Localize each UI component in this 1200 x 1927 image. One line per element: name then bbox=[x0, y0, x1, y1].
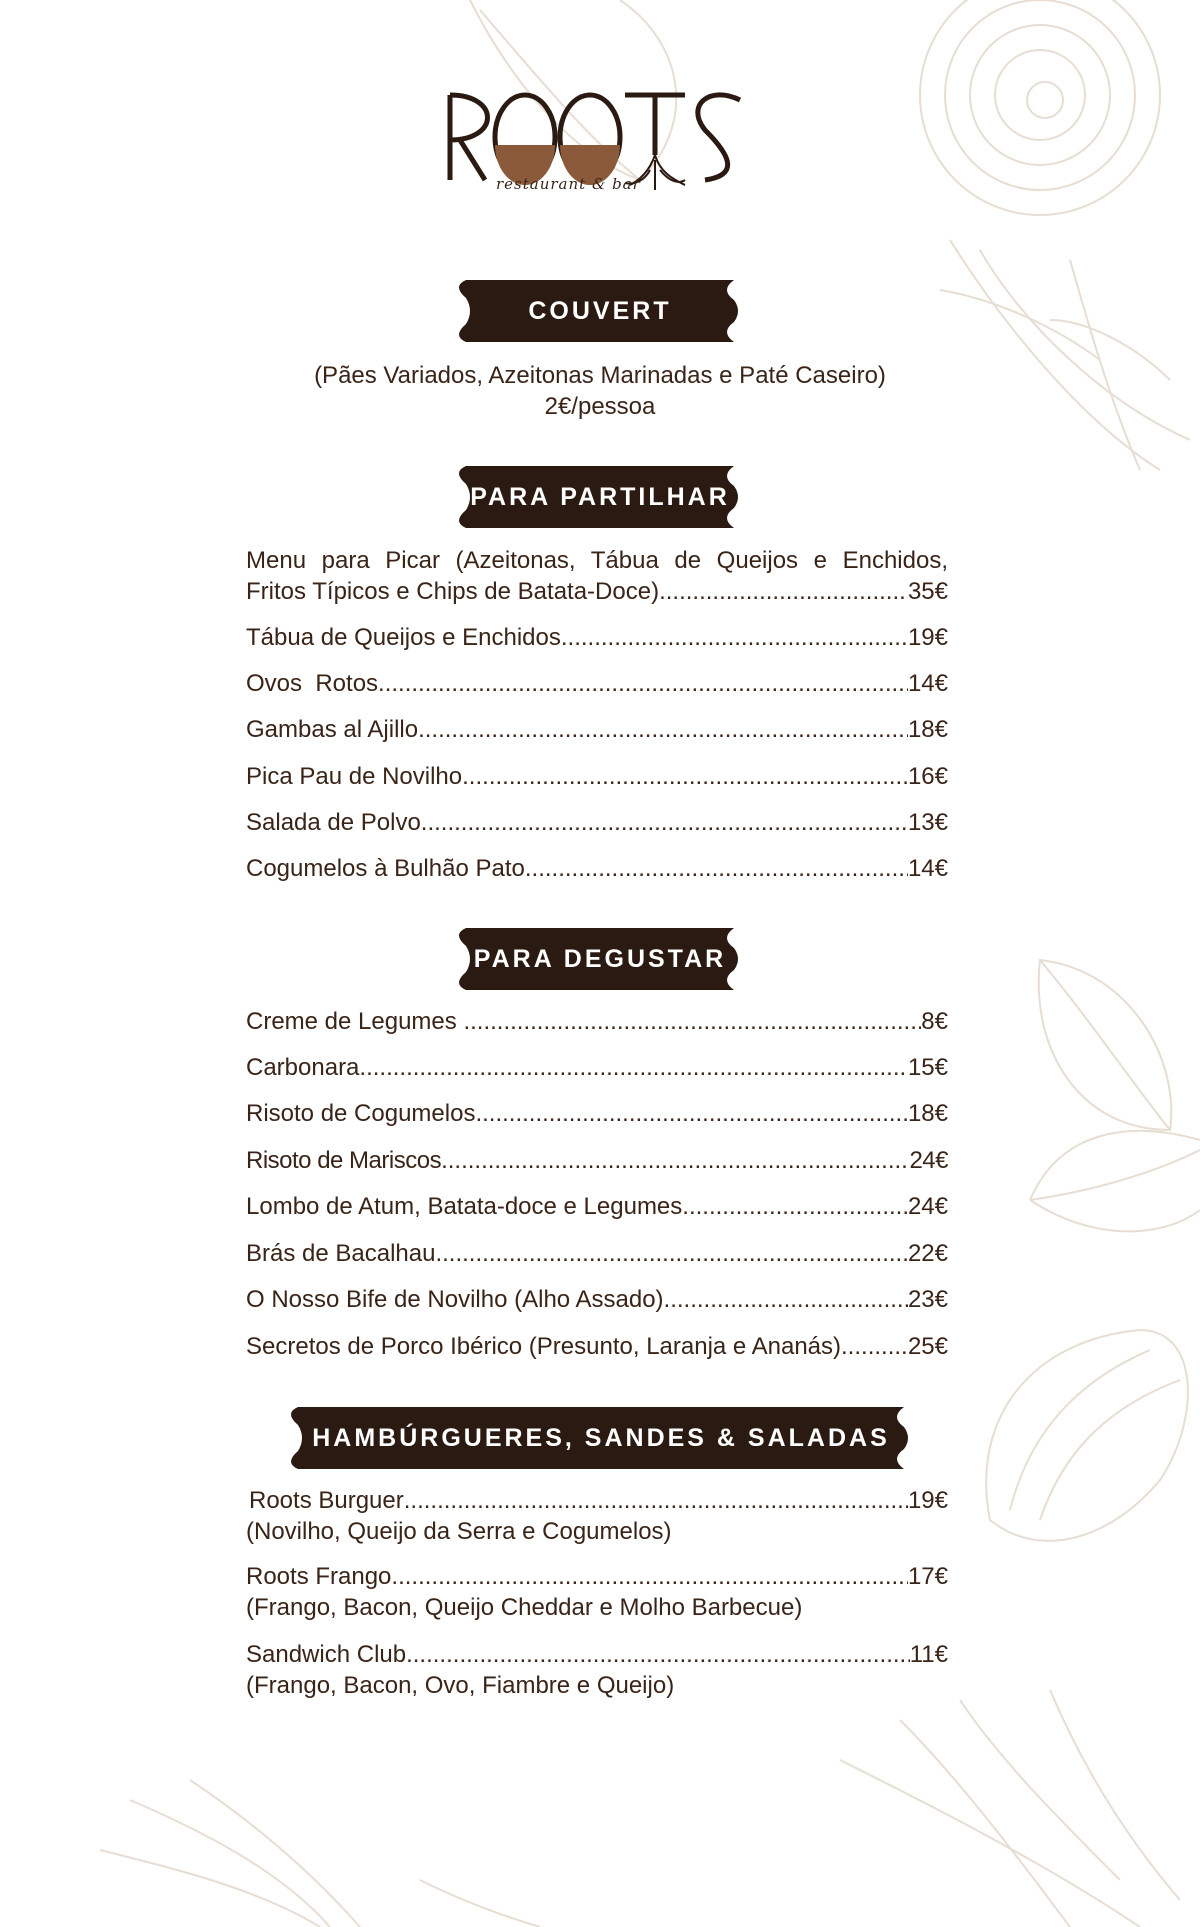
menu-item-name: Brás de Bacalhau bbox=[246, 1240, 436, 1267]
menu-item-price: 15€ bbox=[907, 1054, 948, 1081]
menu-item-name: Cogumelos à Bulhão Pato bbox=[246, 855, 525, 882]
menu-item-price: 14€ bbox=[907, 670, 948, 697]
menu-item bbox=[246, 1561, 948, 1623]
menu-item bbox=[246, 1052, 948, 1083]
section-banner-partilhar bbox=[452, 466, 748, 528]
menu-item-name: Sandwich Club bbox=[246, 1641, 407, 1668]
section-title-partilhar: PARA PARTILHAR bbox=[470, 482, 730, 511]
menu-item bbox=[246, 1238, 948, 1269]
menu-item-name: Salada de Polvo bbox=[246, 809, 421, 836]
menu-item-price: 35€ bbox=[907, 578, 948, 605]
menu-item bbox=[246, 1191, 948, 1222]
menu-item-description: (Novilho, Queijo da Serra e Cogumelos) bbox=[246, 1518, 672, 1545]
menu-item bbox=[246, 1006, 948, 1037]
menu-item-price: 24€ bbox=[907, 1193, 948, 1220]
menu-item bbox=[246, 853, 948, 884]
section-banner-degustar bbox=[452, 928, 748, 990]
menu-item bbox=[246, 1284, 948, 1315]
menu-item-name: Lombo de Atum, Batata-doce e Legumes bbox=[246, 1193, 683, 1220]
menu-item bbox=[246, 1145, 948, 1176]
menu-item-name: Ovos Rotos bbox=[246, 670, 379, 697]
brand-logo bbox=[440, 85, 760, 205]
menu-item bbox=[246, 807, 948, 838]
menu-item-price: 19€ bbox=[907, 624, 948, 651]
menu-item bbox=[246, 761, 948, 792]
menu-item-name: Roots Burguer bbox=[249, 1487, 404, 1514]
menu-item-price: 19€ bbox=[907, 1487, 948, 1514]
menu-item-price: 18€ bbox=[907, 1100, 948, 1127]
menu-item-price: 23€ bbox=[907, 1286, 948, 1313]
section-title-degustar: PARA DEGUSTAR bbox=[473, 944, 727, 973]
menu-item-price: 11€ bbox=[909, 1641, 948, 1668]
menu-item-name: O Nosso Bife de Novilho (Alho Assado) bbox=[246, 1286, 664, 1313]
menu-item bbox=[246, 668, 948, 699]
couvert-price: 2€/pessoa bbox=[544, 393, 656, 420]
couvert-items: (Pães Variados, Azeitonas Marinadas e Paté Caseiro) bbox=[314, 362, 886, 389]
menu-item-price: 25€ bbox=[907, 1333, 948, 1360]
menu-item bbox=[246, 545, 948, 607]
menu-item-line: Menu para Picar (Azeitonas, Tábua de Queijos e Enchidos, bbox=[246, 547, 948, 574]
section-banner-couvert bbox=[452, 280, 748, 342]
menu-item-name: Roots Frango bbox=[246, 1563, 392, 1590]
menu-item-price: 16€ bbox=[907, 763, 948, 790]
menu-item-price: 14€ bbox=[907, 855, 948, 882]
menu-item-price: 17€ bbox=[907, 1563, 948, 1590]
menu-item-name: Risoto de Cogumelos bbox=[246, 1100, 476, 1127]
menu-item-name: Pica Pau de Novilho bbox=[246, 763, 463, 790]
menu-item bbox=[246, 1639, 948, 1701]
menu-item-price: 18€ bbox=[907, 716, 948, 743]
menu-item-price: 24€ bbox=[909, 1147, 948, 1174]
menu-item bbox=[246, 714, 948, 745]
menu-item-price: 8€ bbox=[921, 1008, 948, 1035]
menu-item-name: Secretos de Porco Ibérico (Presunto, Laranja e Ananás) bbox=[246, 1333, 842, 1360]
section-banner-hamburgueres bbox=[284, 1407, 918, 1469]
menu-item-name: Fritos Típicos e Chips de Batata-Doce) bbox=[246, 578, 660, 605]
couvert-description bbox=[0, 360, 1200, 422]
menu-item-price: 13€ bbox=[907, 809, 948, 836]
menu-item bbox=[246, 1331, 948, 1362]
brand-tagline: restaurant & bar bbox=[496, 175, 641, 193]
menu-item-description: (Frango, Bacon, Queijo Cheddar e Molho Barbecue) bbox=[246, 1594, 803, 1621]
section-title-hamburgueres: HAMBÚRGUERES, SANDES & SALADAS bbox=[312, 1423, 890, 1452]
menu-item-name: Risoto de Mariscos bbox=[246, 1147, 442, 1174]
menu-item-name: Tábua de Queijos e Enchidos bbox=[246, 624, 561, 651]
menu-item-name: Carbonara bbox=[246, 1054, 360, 1081]
menu-item-name: Creme de Legumes bbox=[246, 1008, 464, 1035]
section-title-couvert: COUVERT bbox=[528, 296, 672, 325]
menu-item-price: 22€ bbox=[907, 1240, 948, 1267]
menu-item bbox=[246, 1485, 948, 1547]
menu-item-description: (Frango, Bacon, Ovo, Fiambre e Queijo) bbox=[246, 1672, 675, 1699]
menu-item bbox=[246, 622, 948, 653]
menu-item bbox=[246, 1098, 948, 1129]
menu-item-name: Gambas al Ajillo bbox=[246, 716, 419, 743]
